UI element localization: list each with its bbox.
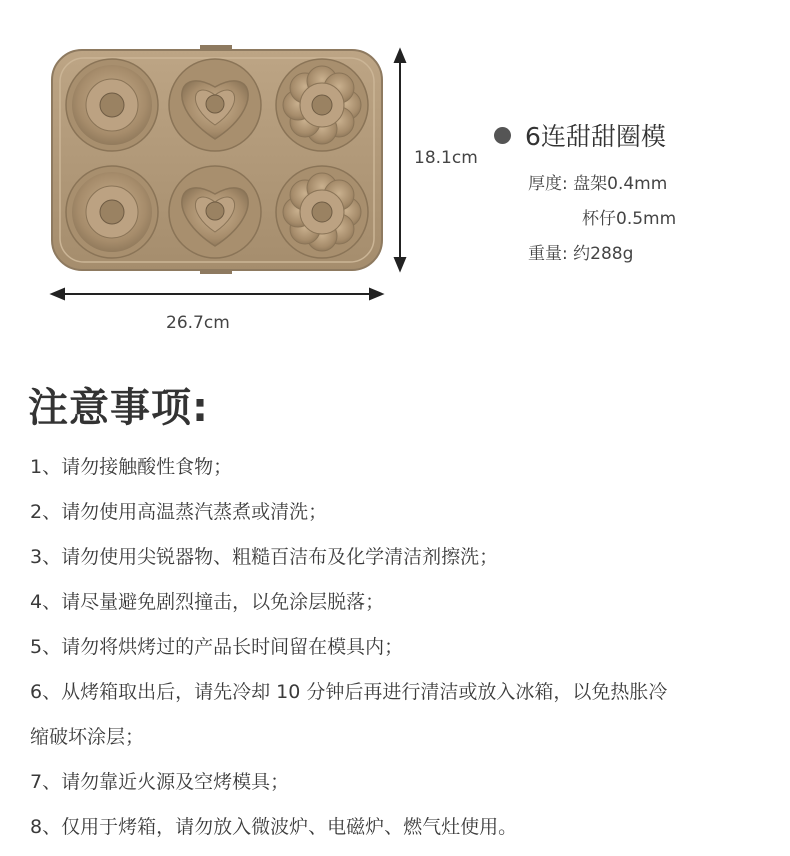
cavity-donut xyxy=(66,166,158,258)
thickness-cup-value: 杯仔0.5mm xyxy=(582,209,677,229)
spec-heading xyxy=(494,117,784,153)
notes-title: 注意事项: xyxy=(28,385,209,431)
weight-row xyxy=(528,239,633,264)
note-item: 缩破坏涂层； xyxy=(30,726,145,748)
weight-label: 重量: xyxy=(528,244,568,264)
bullet-dot-icon xyxy=(494,127,511,144)
product-name: 6连甜甜圈模 xyxy=(525,122,666,151)
cavity-flower xyxy=(276,59,368,151)
weight-value: 约288g xyxy=(573,244,634,264)
spec-panel xyxy=(494,117,784,264)
height-dimension-arrow xyxy=(395,50,405,270)
thickness-row xyxy=(528,169,667,194)
width-dimension-arrow xyxy=(52,289,382,299)
note-item: 6、从烤箱取出后，请先冷却 10 分钟后再进行清洁或放入冰箱，以免热胀冷 xyxy=(30,681,668,703)
cavity-flower xyxy=(276,166,368,258)
product-figure xyxy=(0,0,480,345)
note-item: 5、请勿将烘烤过的产品长时间留在模具内； xyxy=(30,636,404,658)
thickness-cup-row xyxy=(582,204,676,229)
donut-pan-illustration xyxy=(0,0,480,345)
note-item: 3、请勿使用尖锐器物、粗糙百洁布及化学清洁剂擦洗； xyxy=(30,546,499,568)
note-item: 8、仅用于烤箱，请勿放入微波炉、电磁炉、燃气灶使用。 xyxy=(30,816,518,838)
note-item: 4、请尽量避免剧烈撞击，以免涂层脱落； xyxy=(30,591,385,613)
height-dimension-label: 18.1cm xyxy=(414,148,478,168)
cavity-heart xyxy=(169,166,261,258)
cavity-heart xyxy=(169,59,261,151)
note-item: 7、请勿靠近火源及空烤模具； xyxy=(30,771,290,793)
thickness-rack-value: 盘架0.4mm xyxy=(573,174,668,194)
width-dimension-label: 26.7cm xyxy=(166,313,230,333)
thickness-label: 厚度: xyxy=(528,174,568,194)
note-item: 2、请勿使用高温蒸汽蒸煮或清洗； xyxy=(30,501,328,523)
cavity-donut xyxy=(66,59,158,151)
note-item: 1、请勿接触酸性食物； xyxy=(30,456,233,478)
